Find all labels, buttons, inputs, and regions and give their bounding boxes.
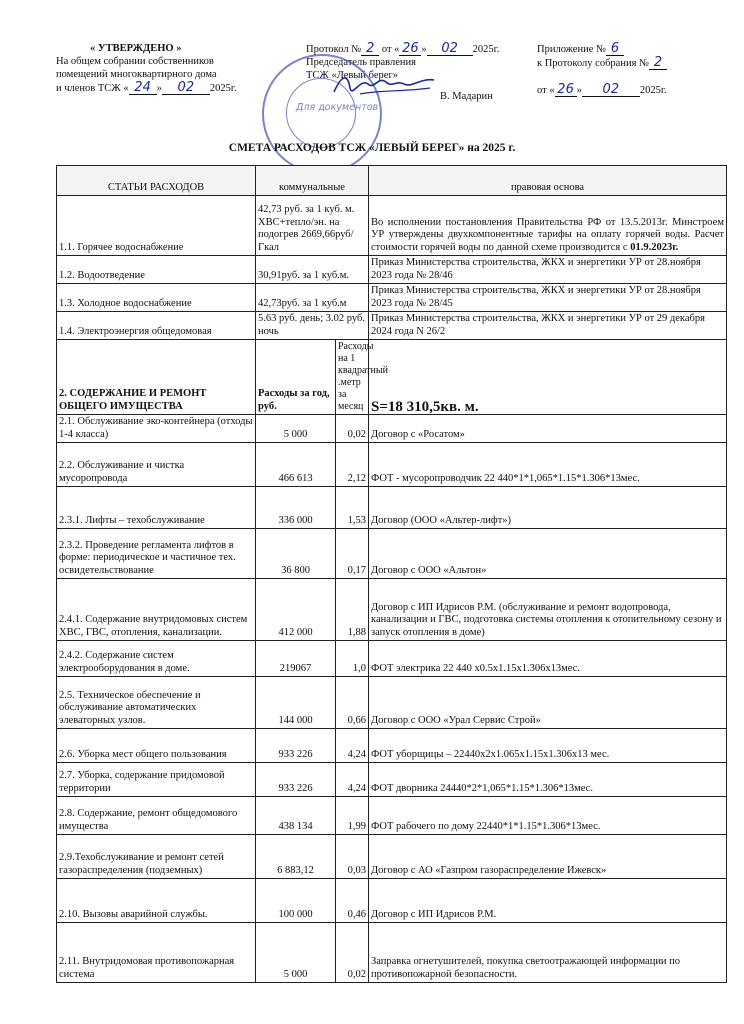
item-basis: ФОТ рабочего по дому 22440*1*1.15*1.306*13мес. bbox=[369, 797, 727, 835]
item-basis: Договор с АО «Газпром газораспределение Ижевск» bbox=[369, 835, 727, 879]
table-row bbox=[57, 923, 727, 983]
col-sqm-header: Расходы на 1 квадратный .метр за месяц bbox=[336, 340, 369, 415]
table-row bbox=[57, 196, 727, 256]
header-cell: коммунальные bbox=[256, 166, 369, 196]
item-sqm: 1,53 bbox=[336, 487, 369, 529]
item-basis: Приказ Министерства строительства, ЖКХ и энергетики УР от 29 декабря 2024 года N 26/2 bbox=[369, 312, 727, 340]
protocol-day: 26 bbox=[399, 42, 421, 56]
table-row bbox=[57, 835, 727, 879]
item-name: 1.4. Электроэнергия общедомовая bbox=[57, 312, 256, 340]
item-year: 144 000 bbox=[256, 677, 336, 729]
item-year: 5 000 bbox=[256, 923, 336, 983]
item-name: 2.10. Вызовы аварийной службы. bbox=[57, 879, 256, 923]
item-basis: ФОТ уборщицы – 22440x2x1.065x1.15x1.306x13 мес. bbox=[369, 729, 727, 763]
item-sqm: 4,24 bbox=[336, 729, 369, 763]
appendix-day: 26 bbox=[555, 83, 577, 97]
item-name: 1.2. Водоотведение bbox=[57, 256, 256, 284]
expenses-table bbox=[56, 165, 727, 983]
item-year: 466 613 bbox=[256, 443, 336, 487]
item-basis: Договор с ООО «Урал Сервис Строй» bbox=[369, 677, 727, 729]
approval-day: 24 bbox=[129, 81, 157, 95]
item-name: 1.1. Горячее водоснабжение bbox=[57, 196, 256, 256]
item-sqm: 1,88 bbox=[336, 579, 369, 641]
section-header-row bbox=[57, 340, 727, 415]
header-cell: СТАТЬИ РАСХОДОВ bbox=[57, 166, 256, 196]
total-area: S=18 310,5кв. м. bbox=[369, 340, 727, 415]
table-row bbox=[57, 312, 727, 340]
table-row bbox=[57, 415, 727, 443]
item-sqm: 0,17 bbox=[336, 529, 369, 579]
item-name: 2.3.1. Лифты – техобслуживание bbox=[57, 487, 256, 529]
table-row bbox=[57, 443, 727, 487]
item-name: 2.11. Внутридомовая противопожарная система bbox=[57, 923, 256, 983]
item-name: 2.3.2. Проведение регламента лифтов в форме: периодическое и частичное тех. освидетельствование bbox=[57, 529, 256, 579]
item-tariff: 42,73 руб. за 1 куб. м. ХВС+тепло/эн. на подогрев 2669,66руб/ Гкал bbox=[256, 196, 369, 256]
item-basis: ФОТ дворника 24440*2*1,065*1.15*1.306*13мес. bbox=[369, 763, 727, 797]
item-year: 219067 bbox=[256, 641, 336, 677]
signer-name: В. Мадарин bbox=[440, 91, 493, 102]
item-year: 100 000 bbox=[256, 879, 336, 923]
table-row bbox=[57, 641, 727, 677]
item-name: 2.1. Обслуживание эко-контейнера (отходы 1-4 класса) bbox=[57, 415, 256, 443]
table-row bbox=[57, 256, 727, 284]
item-name: 2.9.Техобслуживание и ремонт сетей газораспределения (подземных) bbox=[57, 835, 256, 879]
item-tariff: 30,91руб. за 1 куб.м. bbox=[256, 256, 369, 284]
seal-text: Для документов bbox=[296, 102, 379, 113]
item-basis: Приказ Министерства строительства, ЖКХ и энергетики УР от 28.ноября 2023 года № 28/46 bbox=[369, 256, 727, 284]
item-year: 412 000 bbox=[256, 579, 336, 641]
item-basis: Приказ Министерства строительства, ЖКХ и энергетики УР от 28.ноября 2023 года № 28/45 bbox=[369, 284, 727, 312]
item-year: 6 883,12 bbox=[256, 835, 336, 879]
protocol-month: 02 bbox=[427, 42, 473, 56]
appendix-protocol-number: 2 bbox=[649, 56, 667, 70]
table-row bbox=[57, 529, 727, 579]
appendix-number: 6 bbox=[606, 42, 624, 56]
item-sqm: 4,24 bbox=[336, 763, 369, 797]
item-basis: Договор с ИП Идрисов Р.М. bbox=[369, 879, 727, 923]
item-name: 2.4.2. Содержание систем электрооборудования в доме. bbox=[57, 641, 256, 677]
item-name: 2.8. Содержание, ремонт общедомового имущества bbox=[57, 797, 256, 835]
appendix-block bbox=[537, 42, 717, 97]
item-sqm: 0,03 bbox=[336, 835, 369, 879]
item-basis: Договор с ИП Идрисов Р.М. (обслуживание и ремонт водопровода, канализации и ГВС, подготовка системы отопления к отопительному сезону и запуск отопления в доме) bbox=[369, 579, 727, 641]
item-name: 2.4.1. Содержание внутридомовых систем ХВС, ГВС, отопления, канализации. bbox=[57, 579, 256, 641]
item-year: 933 226 bbox=[256, 729, 336, 763]
item-sqm: 1,0 bbox=[336, 641, 369, 677]
table-row bbox=[57, 677, 727, 729]
item-basis: Договор (ООО «Альтер-лифт») bbox=[369, 487, 727, 529]
approval-block bbox=[56, 42, 256, 95]
item-tariff: 42,73руб. за 1 куб.м bbox=[256, 284, 369, 312]
col-year-header: Расходы за год, руб. bbox=[256, 340, 336, 415]
table-header-row bbox=[57, 166, 727, 196]
approval-line: помещений многоквартирного дома bbox=[56, 69, 217, 80]
item-basis: ФОТ - мусоропроводчик 22 440*1*1,065*1.15*1.306*13мес. bbox=[369, 443, 727, 487]
handwritten-signature bbox=[330, 70, 440, 100]
table-row bbox=[57, 487, 727, 529]
table-row bbox=[57, 763, 727, 797]
approval-title: « УТВЕРЖДЕНО » bbox=[90, 43, 182, 54]
item-sqm: 0,02 bbox=[336, 415, 369, 443]
item-name: 2.7. Уборка, содержание придомовой территории bbox=[57, 763, 256, 797]
item-basis: Договор с «Росатом» bbox=[369, 415, 727, 443]
appendix-month: 02 bbox=[582, 83, 640, 97]
item-year: 36 800 bbox=[256, 529, 336, 579]
item-basis: ФОТ электрика 22 440 x0.5x1.15x1.306x13мес. bbox=[369, 641, 727, 677]
section-title: 2. СОДЕРЖАНИЕ И РЕМОНТ ОБЩЕГО ИМУЩЕСТВА bbox=[57, 340, 256, 415]
approval-line: На общем собрании собственников bbox=[56, 56, 214, 67]
association-name: ТСЖ «Левый берег» bbox=[306, 70, 398, 81]
protocol-number: 2 bbox=[361, 42, 379, 56]
approval-date-line: и членов ТСЖ « 24 » 02 2025г. bbox=[56, 80, 237, 95]
table-row bbox=[57, 729, 727, 763]
item-year: 933 226 bbox=[256, 763, 336, 797]
item-sqm: 0,02 bbox=[336, 923, 369, 983]
item-year: 438 134 bbox=[256, 797, 336, 835]
item-name: 2.6. Уборка мест общего пользования bbox=[57, 729, 256, 763]
item-year: 336 000 bbox=[256, 487, 336, 529]
approval-month: 02 bbox=[162, 81, 210, 95]
table-row bbox=[57, 579, 727, 641]
appendix-date-line: от « 26 » 02 2025г. bbox=[537, 82, 667, 97]
appendix-protocol-line: к Протоколу собрания № 2 bbox=[537, 56, 717, 70]
table-row bbox=[57, 879, 727, 923]
header-cell: правовая основа bbox=[369, 166, 727, 196]
item-basis: Заправка огнетушителей, покупка светоотражающей информации по противопожарной безопасности. bbox=[369, 923, 727, 983]
item-year: 5 000 bbox=[256, 415, 336, 443]
item-name: 2.2. Обслуживание и чистка мусоропровода bbox=[57, 443, 256, 487]
chairman-title: Председатель правления bbox=[306, 57, 416, 68]
item-sqm: 0,46 bbox=[336, 879, 369, 923]
table-row bbox=[57, 797, 727, 835]
protocol-line: Протокол № 2 от « 26 » 02 2025г. bbox=[306, 41, 500, 56]
item-name: 1.3. Холодное водоснабжение bbox=[57, 284, 256, 312]
table-row bbox=[57, 284, 727, 312]
appendix-line: Приложение № 6 bbox=[537, 42, 717, 56]
document-title: СМЕТА РАСХОДОВ ТСЖ «ЛЕВЫЙ БЕРЕГ» на 2025 г. bbox=[228, 142, 516, 154]
item-tariff: 5.63 руб. день; 3.02 руб. ночь bbox=[256, 312, 369, 340]
item-basis: Договор с ООО «Альтон» bbox=[369, 529, 727, 579]
item-sqm: 1,99 bbox=[336, 797, 369, 835]
item-sqm: 2,12 bbox=[336, 443, 369, 487]
item-name: 2.5. Техническое обеспечение и обслуживание автоматических элеваторных узлов. bbox=[57, 677, 256, 729]
item-sqm: 0,66 bbox=[336, 677, 369, 729]
item-basis: Во исполнении постановления Правительства РФ от 13.5.2013г. Минстроем УР утверждены двухкомпонентные тарифы на оплату горячей воды. Расчет стоимости горячей воды по данной схеме производится с 01.9.2023г. bbox=[369, 196, 727, 256]
